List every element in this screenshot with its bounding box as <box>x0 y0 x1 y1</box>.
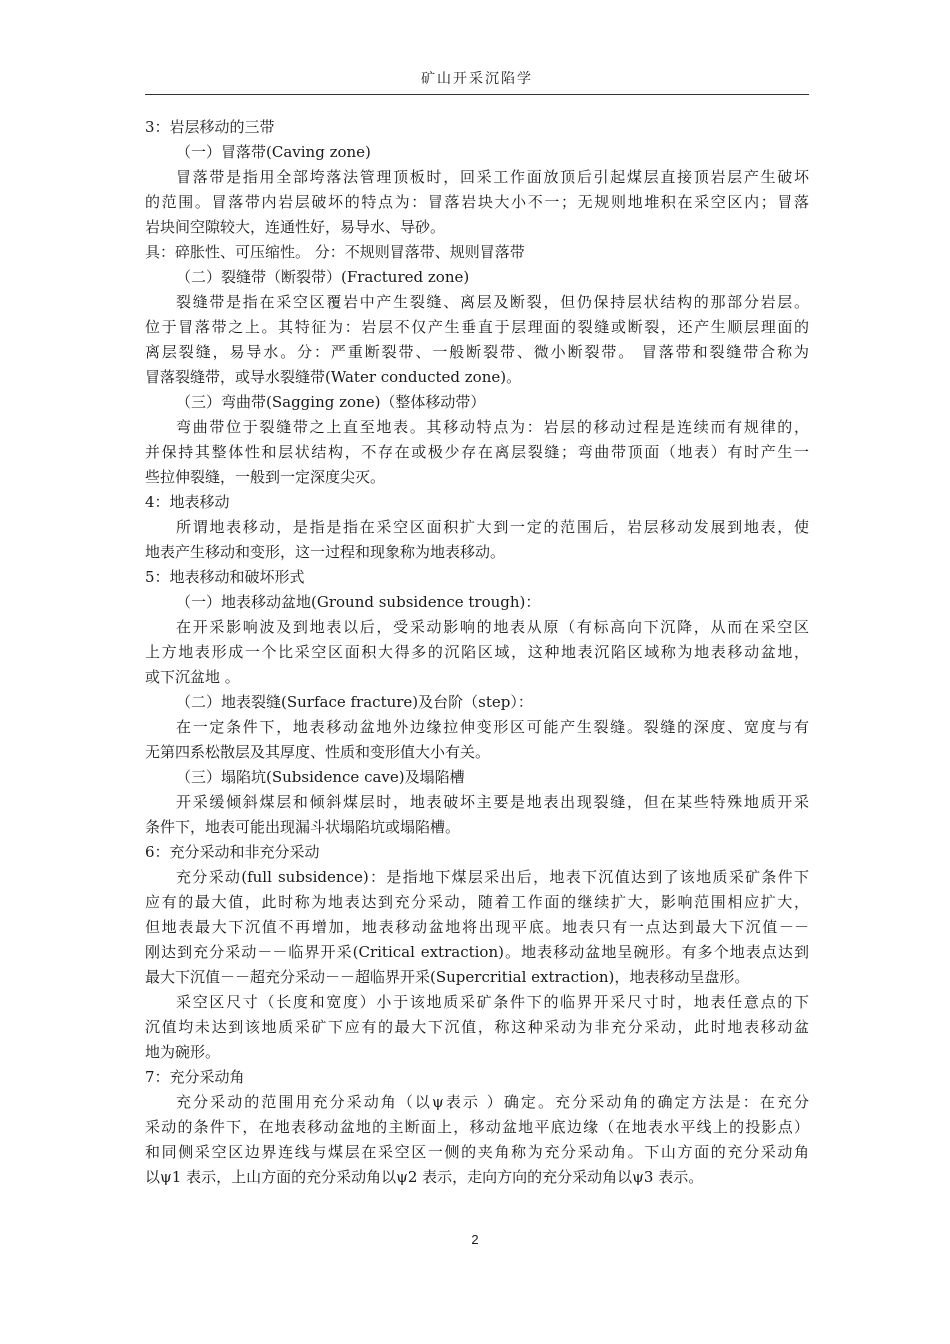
text-line: 在一定条件下，地表移动盆地外边缘拉伸变形区可能产生裂缝。裂缝的深度、宽度与有 <box>176 718 809 736</box>
text-line: 条件下，地表可能出现漏斗状塌陷坑或塌陷槽。 <box>145 818 461 836</box>
text-line: 地表产生移动和变形，这一过程和现象称为地表移动。 <box>145 543 506 561</box>
text-line: 上方地表形成一个比采空区面积大得多的沉陷区域，这种地表沉陷区域称为地表移动盆地， <box>145 643 809 661</box>
text-line: 沉值均未达到该地质采矿下应有的最大下沉值，称这种采动为非充分采动，此时地表移动盆 <box>145 1018 809 1036</box>
text-line: 3：岩层移动的三带 <box>145 118 275 136</box>
text-line: 弯曲带位于裂缝带之上直至地表。其移动特点为：岩层的移动过程是连续而有规律的， <box>176 418 809 436</box>
text-line: 所谓地表移动，是指是指在采空区面积扩大到一定的范围后，岩层移动发展到地表，使 <box>176 518 809 536</box>
text-line: （二）裂缝带（断裂带）(Fractured zone) <box>176 268 470 286</box>
text-line: （二）地表裂缝(Surface fracture)及台阶（step）： <box>176 693 533 711</box>
text-line: 离层裂缝，易导水。分：严重断裂带、一般断裂带、微小断裂带。 冒落带和裂缝带合称为 <box>145 343 809 361</box>
document-body <box>145 115 809 1190</box>
text-line: 的范围。冒落带内岩层破坏的特点为：冒落岩块大小不一；无规则地堆积在采空区内；冒落 <box>145 193 809 211</box>
text-line: 应有的最大值，此时称为地表达到充分采动，随着工作面的继续扩大，影响范围相应扩大， <box>145 893 809 911</box>
text-line: 采空区尺寸（长度和宽度）小于该地质采矿条件下的临界开采尺寸时，地表任意点的下 <box>176 993 809 1011</box>
text-line: 以ψ1 表示，上山方面的充分采动角以ψ2 表示，走向方向的充分采动角以ψ3 表示。 <box>145 1168 704 1186</box>
text-line: （三）塌陷坑(Subsidence cave)及塌陷槽 <box>176 768 465 786</box>
text-line: 7：充分采动角 <box>145 1068 245 1086</box>
text-line: 最大下沉值－－超充分采动－－超临界开采(Supercritial extraction)，地表移动呈盘形。 <box>145 968 750 986</box>
text-line: 岩块间空隙较大，连通性好，易导水、导砂。 <box>145 218 446 236</box>
page-number: 2 <box>471 1232 479 1247</box>
text-line: 但地表最大下沉值不再增加，地表移动盆地将出现平底。地表只有一点达到最大下沉值－－ <box>145 918 809 936</box>
header-title: 矿山开采沉陷学 <box>421 71 533 87</box>
text-line: 采动的条件下，在地表移动盆地的主断面上，移动盆地平底边缘（在地表水平线上的投影点） <box>145 1118 809 1136</box>
text-line: 具：碎胀性、可压缩性。 分：不规则冒落带、规则冒落带 <box>145 243 525 261</box>
page-header <box>145 70 809 95</box>
text-line: 开采缓倾斜煤层和倾斜煤层时，地表破坏主要是地表出现裂缝，但在某些特殊地质开采 <box>176 793 809 811</box>
text-line: 或下沉盆地 。 <box>145 668 240 686</box>
text-line: 位于冒落带之上。其特征为：岩层不仅产生垂直于层理面的裂缝或断裂，还产生顺层理面的 <box>145 318 809 336</box>
text-line: 冒落带是指用全部垮落法管理顶板时，回采工作面放顶后引起煤层直接顶岩层产生破坏 <box>176 168 809 186</box>
text-line: （三）弯曲带(Sagging zone)（整体移动带） <box>176 393 486 411</box>
text-line: 地为碗形。 <box>145 1043 221 1061</box>
text-line: 裂缝带是指在采空区覆岩中产生裂缝、离层及断裂，但仍保持层状结构的那部分岩层。 <box>176 293 809 311</box>
text-line: 刚达到充分采动－－临界开采(Critical extraction)。地表移动盆地呈碗形。有多个地表点达到 <box>145 943 809 961</box>
text-line: 4：地表移动 <box>145 493 230 511</box>
text-line: 在开采影响波及到地表以后，受采动影响的地表从原（有标高向下沉降，从而在采空区 <box>176 618 809 636</box>
text-line: 并保持其整体性和层状结构，不存在或极少存在离层裂缝；弯曲带顶面（地表）有时产生一 <box>145 443 809 461</box>
text-line: 和同侧采空区边界连线与煤层在采空区一侧的夹角称为充分采动角。下山方面的充分采动角 <box>145 1143 809 1161</box>
text-line: 冒落裂缝带，或导水裂缝带(Water conducted zone)。 <box>145 368 522 386</box>
text-line: 5：地表移动和破坏形式 <box>145 568 305 586</box>
text-line: 6：充分采动和非充分采动 <box>145 843 320 861</box>
text-line: 充分采动的范围用充分采动角（以ψ表示 ）确定。充分采动角的确定方法是：在充分 <box>176 1093 809 1111</box>
text-line: （一）地表移动盆地(Ground subsidence trough)： <box>176 593 541 611</box>
text-line: 充分采动(full subsidence)：是指地下煤层采出后，地表下沉值达到了该地质采矿条件下 <box>176 868 809 886</box>
text-line: 无第四系松散层及其厚度、性质和变形值大小有关。 <box>145 743 491 761</box>
text-line: （一）冒落带(Caving zone) <box>176 143 371 161</box>
text-line: 些拉伸裂缝，一般到一定深度尖灭。 <box>145 468 386 486</box>
